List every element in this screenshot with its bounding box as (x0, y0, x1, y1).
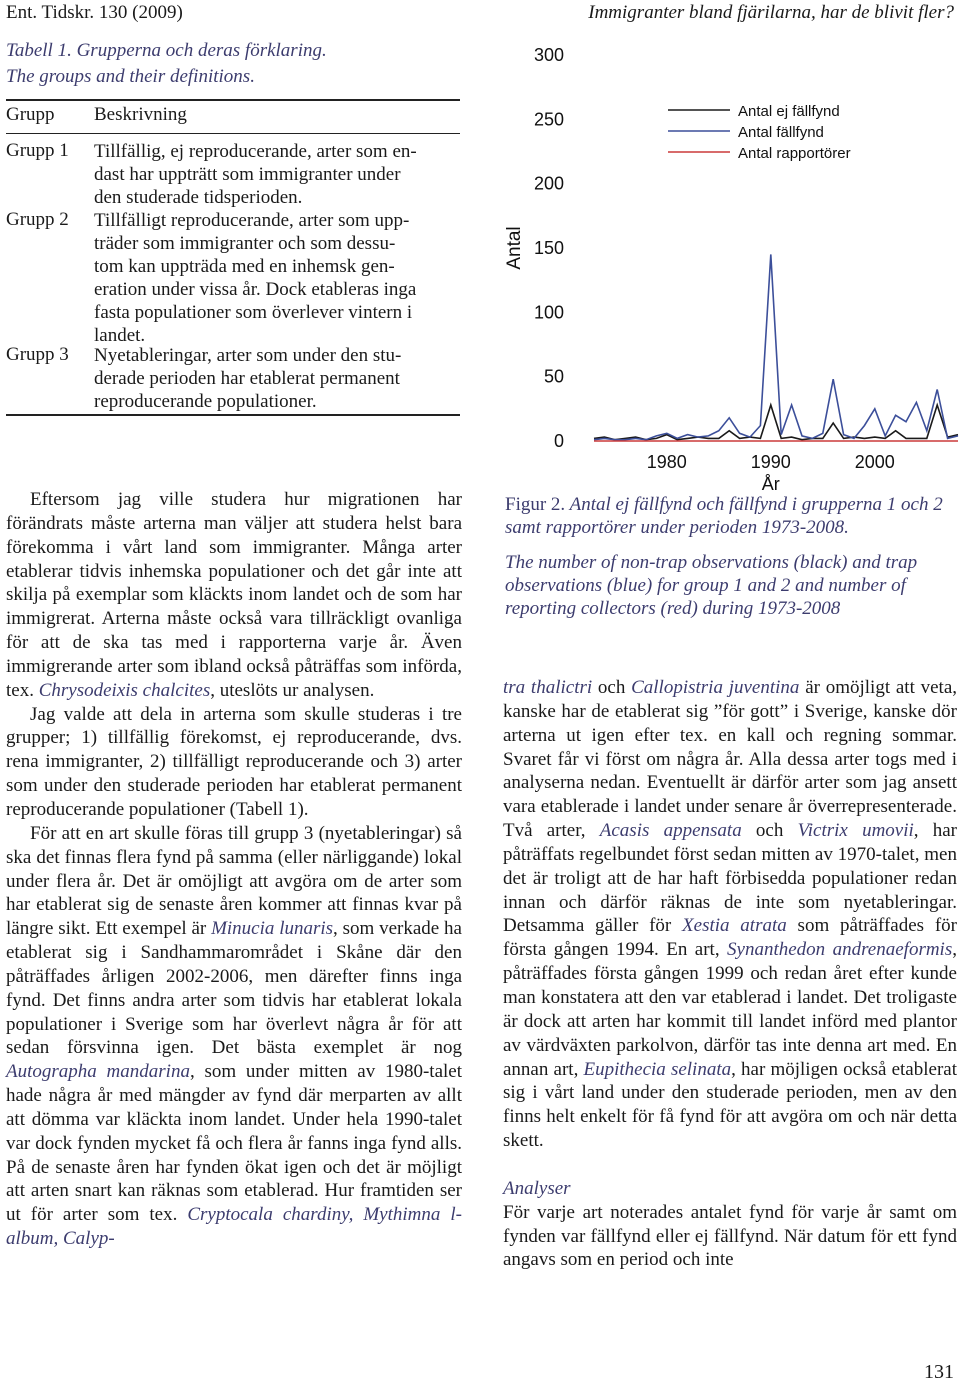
legend-label: Antal fällfynd (738, 124, 824, 141)
page-number: 131 (924, 1361, 954, 1383)
series-line-0 (594, 405, 958, 440)
table-cell-line: reproducerande populationer. (94, 391, 317, 412)
table-row-desc (94, 209, 462, 347)
figure-caption-sv: Antal ej fällfynd och fällfynd i grupperna 1 och 2 samt rapportörer under perioden 1973-2008. (505, 494, 943, 538)
x-tick-label: 1990 (750, 452, 791, 472)
table-row-group: Grupp 2 (6, 209, 69, 230)
right-column-text (503, 676, 957, 1272)
y-tick-label: 50 (543, 366, 564, 387)
x-tick-label: 2000 (854, 452, 895, 472)
running-header-left: Ent. Tidskr. 130 (2009) (6, 2, 183, 23)
table-head-rule (6, 133, 460, 134)
paragraph: Jag valde att dela in arterna som skulle studeras i tre grupper; 1) tillfällig förekomst, ej reproducerande, dvs. rena immigranter, 2) tillfälligt reproducerande och 3) arter som under den studerade perioden har etablerat permanent reproducerande populationer (Tabell 1). (6, 703, 462, 820)
species-name: Minucia lunaris (211, 918, 334, 940)
y-tick-label: 100 (533, 302, 564, 323)
paragraph: För varje art noterades antalet fynd för varje år samt om fynden var fällfynd eller ej fällfynd. När datum för ett fynd angavs som en period och inte (503, 1201, 957, 1271)
species-name: Chrysodeixis chalcites (38, 679, 211, 701)
y-tick-label: 200 (533, 173, 564, 194)
table-caption-en: The groups and their definitions. (6, 66, 255, 87)
species-name: Autographa mandarina (6, 1061, 190, 1083)
section-heading: Analyser (503, 1177, 571, 1199)
species-name: Callopistria juventina (631, 677, 800, 698)
running-header-right: Immigranter bland fjärilarna, har de blivit fler? (588, 2, 954, 23)
table-cell-line: derade perioden har etablerat permanent (94, 368, 400, 389)
table-cell-line: Tillfällig, ej reproducerande, arter som en- (94, 141, 417, 162)
table-col-desc: Beskrivning (94, 104, 187, 125)
table-cell-line: eration under vissa år. Dock etableras inga (94, 279, 417, 300)
x-tick-label: 1980 (646, 452, 687, 472)
species-name: Acasis appensata (599, 820, 742, 842)
left-column-text (6, 488, 462, 1251)
table-top-rule (6, 99, 460, 101)
table-cell-line: tom kan uppträda med en inhemsk gen- (94, 256, 395, 277)
table-caption (6, 38, 327, 90)
legend-label: Antal ej fällfynd (738, 103, 840, 120)
figure-caption-en: The number of non-trap observations (black) and trap observations (blue) for group 1 and 2 and number of reporting collectors (red) during 1973-2008 (505, 552, 918, 619)
table-label: Tabell 1. (6, 40, 72, 61)
table-bottom-rule (6, 414, 460, 416)
y-tick-label: 0 (553, 431, 564, 451)
table-cell-line: Nyetableringar, arter som under den stu- (94, 345, 402, 366)
table-caption-sv: Grupperna och deras förklaring. (76, 40, 327, 61)
table-cell-line: landet. (94, 325, 146, 346)
table-row-desc (94, 140, 462, 209)
y-axis-label: Antal (504, 226, 525, 270)
table-cell-line: Tillfälligt reproducerande, arter som upp- (94, 210, 410, 231)
x-axis-label: År (761, 474, 780, 494)
paragraph: För att en art skulle föras till grupp 3 (nyetableringar) så ska det finnas flera fynd på samma (eller närliggande) lokal under flera år. Det är omöjligt att avgöra om de arter som har etablerat sig de senaste åren kommer att finnas kvar på längre sikt. Ett exempel är Minucia lunaris, som verkade ha etablerat sig i Sandhammarområdet i Skåne där den påträffades årligen 2002-2006, men därefter finns inga fynd. Det finns andra arter som tidvis har etablerat lokala populationer i Sverige som har överlevt några år för att sedan försvinna igen. Det bästa exemplet är nog Autographa mandarina, som under mitten av 1980-talet hade några år med mängder av fynd där merparten av allt att dömma var kläckta inom landet. Under hela 1990-talet var dock fynden mycket få och flera år fanns inga fynd alls. På de senaste åren har fynden ökat igen och det är möjligt att arten snart kan räknas som etablerad. Hur framtiden ser ut för arter som tex. Cryptocala chardiny, Mythimna l-album, Calyp- (6, 822, 462, 1250)
species-name: tra thalictri (503, 677, 593, 698)
paragraph: tra thalictri och Callopistria juventina är omöjligt att veta, kanske har de etablerat sig ”för gott” i Sverige, kanske dör arterna ut igen efter tex. en kall och regning sommar. Svaret får vi först om några år. Alla dessa arter togs med i analyserna nedan. Eventuellt är därför arter som jag ansett vara etablerade i landet under senare år överrepresenterade. Två arter, Acasis appensata och Victrix umovii, har påträffats regelbundet först sedan mitten av 1970-talet, men det är troligt att de har haft förbisedda populationer redan innan och därför räknas de inte som nyetableringar. Detsamma gäller för Xestia atrata som påträffades för första gången 1994. En art, Synanthedon andrenaeformis, påträffades första gången 1999 och redan året efter kunde man konstatera att den var etablerad i landet. Det troligaste är dock att arten har kommit till landet införd med plantor av värdväxten parkolvon, därför tas inte denna art med. En annan art, Eupithecia selinata, har möjligen också etablerat sig i vårt land under den studerade perioden, men av den finns helt enkelt för få fynd för att avgöra om och när detta skett. (503, 677, 958, 1152)
figure-caption (505, 493, 957, 632)
series-line-1 (594, 254, 958, 439)
table-cell-line: dast har uppträtt som immigranter under (94, 164, 401, 185)
species-name: Synanthedon andrenaeformis (727, 939, 953, 961)
y-tick-label: 150 (533, 238, 564, 258)
table-cell-line: den studerade tidsperioden. (94, 187, 303, 208)
line-chart (498, 38, 960, 498)
table-row-desc (94, 344, 462, 413)
table-col-group: Grupp (6, 104, 55, 125)
y-tick-label: 300 (533, 45, 564, 65)
table-cell-line: fasta populationer som överlever vintern i (94, 302, 413, 323)
paragraph: Eftersom jag ville studera hur migrationen har förändrats måste arterna man väljer att studera helst bara förekomma i vårt land som immigranter. Många arter etablerar tidvis inhemska populationer och det går inte att skilja på exemplar som kläckts inom landet och de som har immigrerat. Arterna måste också vara tillräckligt ovanliga för att de ska tas med i rapporterna varje år. Även immigrerande arter som ibland också påträffas som införda, tex. Chrysodeixis chalcites, uteslöts ur analysen. (6, 489, 462, 701)
table-row-group: Grupp 1 (6, 140, 69, 161)
species-name: Eupithecia selinata (583, 1058, 732, 1080)
species-name: Xestia atrata (682, 915, 787, 937)
species-name: Cryptocala chardiny, Mythimna l-album, Calyp- (6, 1204, 462, 1250)
legend-label: Antal rapportörer (738, 145, 851, 162)
table-cell-line: träder som immigranter och som dessu- (94, 233, 396, 254)
figure-label: Figur 2. (505, 494, 566, 515)
table-row-group: Grupp 3 (6, 344, 69, 365)
species-name: Victrix umovii (797, 820, 914, 842)
y-tick-label: 250 (533, 109, 564, 130)
